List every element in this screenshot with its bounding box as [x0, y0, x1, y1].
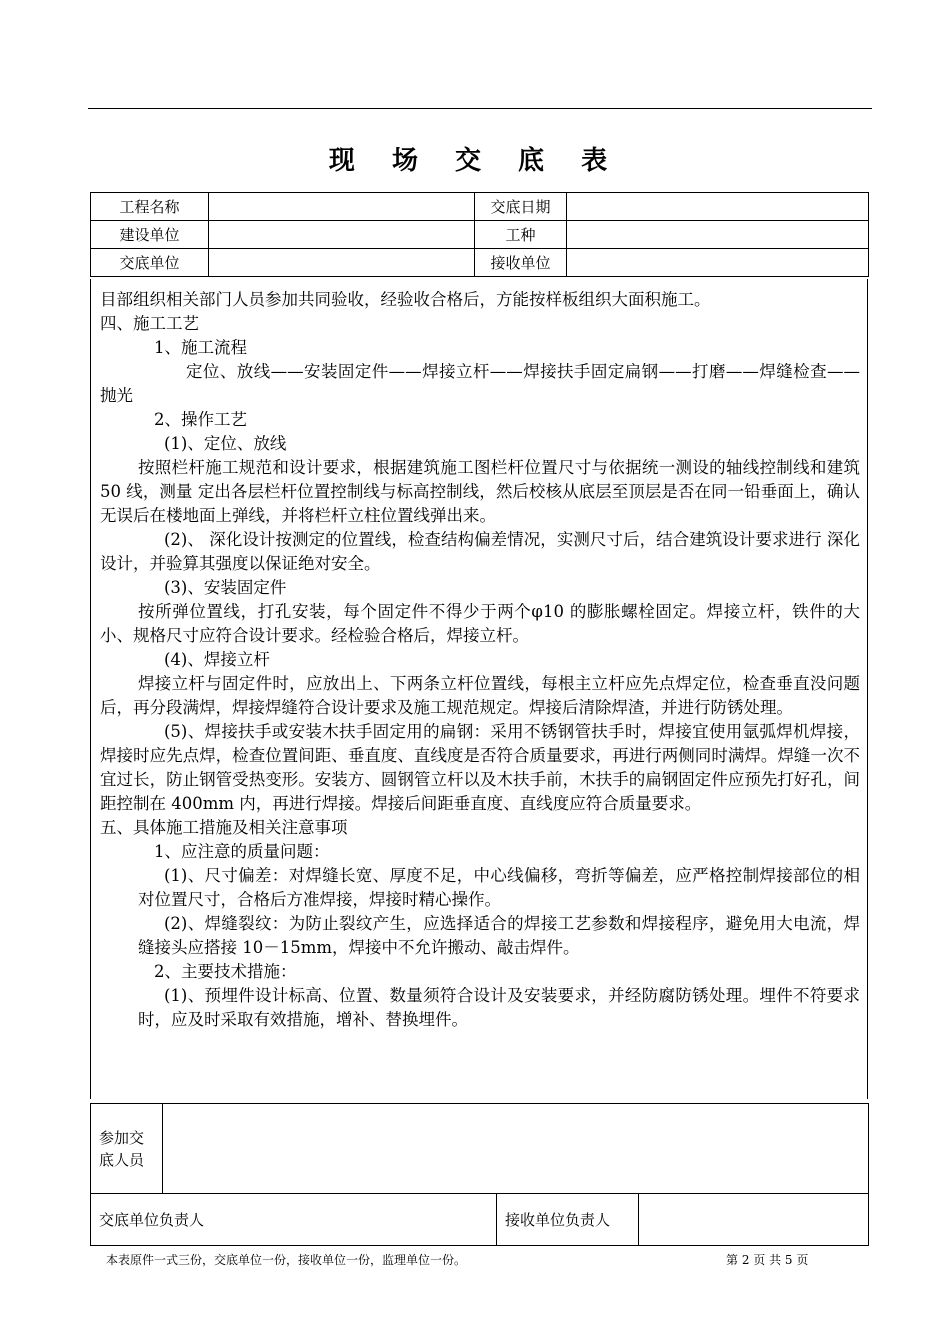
item-heading: (4)、焊接立杆 [164, 650, 270, 669]
owner-field[interactable] [209, 221, 475, 249]
paragraph: (1)、预埋件设计标高、位置、数量须符合设计及安装要求，并经防腐防锈处理。埋件不符要求时，应及时采取有效措施，增补、替换埋件。 [138, 986, 860, 1029]
paragraph: 按所弹位置线，打孔安装，每个固定件不得少于两个φ10 的膨胀螺栓固定。焊接立杆，铁件的大小、规格尺寸应符合设计要求。经检验合格后，焊接立杆。 [100, 602, 860, 645]
footer-table [90, 1103, 869, 1246]
paragraph: (1)、尺寸偏差：对焊缝长宽、厚度不足，中心线偏移，弯折等偏差，应严格控制焊接部位的相对位置尺寸，合格后方准焊接，焊接时精心操作。 [138, 866, 860, 909]
date-field[interactable] [567, 193, 869, 221]
trade-field[interactable] [567, 221, 869, 249]
owner-label: 建设单位 [91, 221, 209, 249]
issuer-field[interactable] [209, 249, 475, 277]
section-heading: 五、具体施工措施及相关注意事项 [100, 818, 348, 837]
receiver-field[interactable] [567, 249, 869, 277]
receiver-head-field[interactable] [639, 1194, 869, 1246]
trade-label: 工种 [475, 221, 567, 249]
participants-row [91, 1104, 869, 1194]
issuer-label: 交底单位 [91, 249, 209, 277]
subsection-heading: 2、主要技术措施： [154, 962, 297, 981]
participants-label: 参加交 底人员 [91, 1104, 163, 1194]
subsection-heading: 1、应注意的质量问题： [154, 842, 330, 861]
item-heading: (3)、安装固定件 [164, 578, 287, 597]
item-heading: (1)、定位、放线 [164, 434, 287, 453]
issuer-head-cell[interactable] [91, 1194, 497, 1246]
page-number: 第 2 页 共 5 页 [726, 1253, 809, 1267]
project-name-label: 工程名称 [91, 193, 209, 221]
header-row [91, 221, 869, 249]
receiver-label: 接收单位 [475, 249, 567, 277]
top-rule [88, 108, 872, 109]
participants-field[interactable] [163, 1104, 869, 1194]
paragraph: (2)、 深化设计按测定的位置线，检查结构偏差情况，实测尺寸后，结合建筑设计要求进行 深化设计，并验算其强度以保证绝对安全。 [100, 530, 860, 573]
signature-row [91, 1194, 869, 1246]
issuer-head-label: 交底单位负责人 [99, 1211, 205, 1229]
date-label: 交底日期 [475, 193, 567, 221]
paragraph: 定位、放线——安装固定件——焊接立杆——焊接扶手固定扁钢——打磨——焊缝检查——抛光 [100, 362, 860, 405]
page-title: 现 场 交 底 表 [328, 146, 622, 176]
receiver-head-label: 接收单位负责人 [497, 1194, 639, 1246]
content-body [100, 288, 860, 1032]
project-name-field[interactable] [209, 193, 475, 221]
paragraph: 目部组织相关部门人员参加共同验收，经验收合格后，方能按样板组织大面积施工。 [100, 290, 711, 309]
footnote: 本表原件一式三份，交底单位一份，接收单位一份，监理单位一份。 [106, 1253, 467, 1267]
subsection-heading: 1、施工流程 [154, 338, 247, 357]
paragraph: 按照栏杆施工规范和设计要求，根据建筑施工图栏杆位置尺寸与依据统一测设的轴线控制线和建筑 50 线，测量 定出各层栏杆位置控制线与标高控制线，然后校核从底层至顶层是否在同一铅垂面上，确认无误后在楼地面上弹线，并将栏杆立柱位置线弹出来。 [100, 458, 860, 525]
header-row [91, 193, 869, 221]
paragraph: 焊接立杆与固定件时，应放出上、下两条立杆位置线，每根主立杆应先点焊定位，检查垂直没问题后，再分段满焊，焊接焊缝符合设计要求及施工规范规定。焊接后清除焊渣，并进行防锈处理。 [100, 674, 860, 717]
section-heading: 四、施工工艺 [100, 314, 199, 333]
header-row [91, 249, 869, 277]
paragraph: (5)、焊接扶手或安装木扶手固定用的扁钢：采用不锈钢管扶手时，焊接宜使用氩弧焊机焊接，焊接时应先点焊，检查位置间距、垂直度、直线度是否符合质量要求，再进行两侧同时满焊。焊缝一次不宜过长，防止钢管受热变形。安装方、圆钢管立杆以及木扶手前，木扶手的扁钢固定件应预先打好孔，间距控制在 400mm 内，再进行焊接。焊接后间距垂直度、直线度应符合质量要求。 [100, 722, 860, 813]
paragraph: (2)、焊缝裂纹：为防止裂纹产生，应选择适合的焊接工艺参数和焊接程序，避免用大电流，焊缝接头应搭接 10－15mm，焊接中不允许搬动、敲击焊件。 [138, 914, 860, 957]
subsection-heading: 2、操作工艺 [154, 410, 247, 429]
header-table [90, 192, 869, 277]
